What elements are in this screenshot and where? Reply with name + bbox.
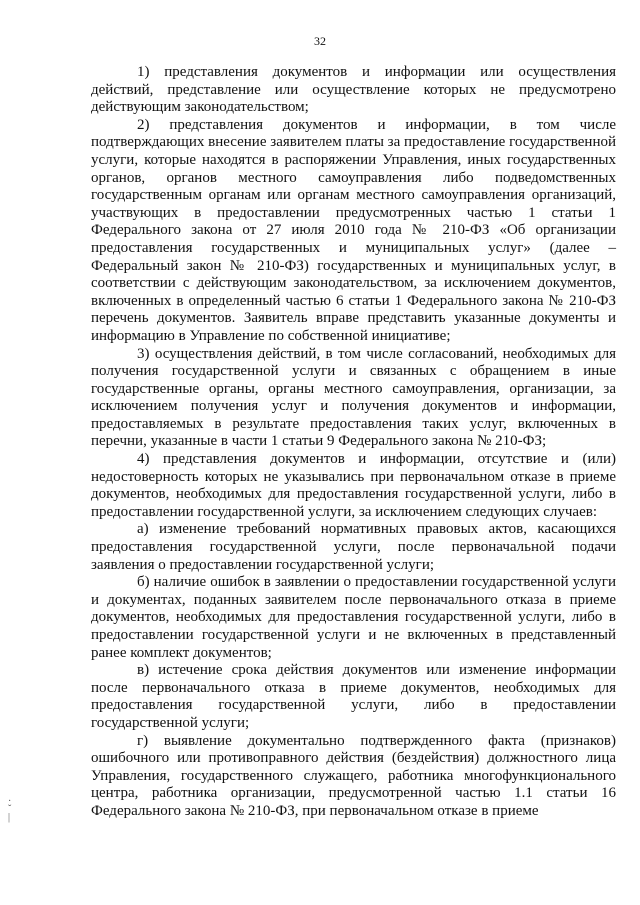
paragraph-subitem-b: б) наличие ошибок в заявлении о предоставлении государственной услуги и документах, поданных заявителем после первоначального отказа в приеме документов, необходимых для предоставления государственной услуги, либо в предоставлении государственной услуги и не включенных в представленный ранее комплект документов; [91, 574, 616, 661]
paragraph-item-4: 4) представления документов и информации, отсутствие и (или) недостоверность которых не указывались при первоначальном отказе в приеме документов, необходимых для предоставления государственной услуги, либо в предоставлении государственной услуги, за исключением следующих случаев: [91, 451, 616, 520]
paragraph-item-2: 2) представления документов и информации, в том числе подтверждающих внесение заявителем платы за предоставление государственной услуги, которые находятся в распоряжении Управления, иных государственных органов, органов местного самоуправления либо подведомственных государственным органам или органам местного самоуправления организаций, участвующих в предоставлении предусмотренных частью 1 статьи 1 Федерального закона от 27 июля 2010 года № 210-ФЗ «Об организации предоставления государственных и муниципальных услуг» (далее – Федеральный закон № 210-ФЗ) государственных и муниципальных услуг, в соответствии с действующим законодательством, за исключением документов, включенных в определенный частью 6 статьи 1 Федерального закона № 210-ФЗ перечень документов. Заявитель вправе представить указанные документы и информацию в Управление по собственной инициативе; [91, 116, 616, 344]
page-number: 32 [314, 34, 326, 48]
paragraph-item-1: 1) представления документов и информации или осуществления действий, представление или осуществление которых не предусмотрено действующим законодательством; [91, 64, 616, 116]
document-body [91, 64, 616, 821]
paragraph-item-3: 3) осуществления действий, в том числе согласований, необходимых для получения государственной услуги и связанных с обращением в иные государственные органы, органы местного самоуправления, организации, за исключением получения услуг и получения документов и информации, предоставляемых в результате предоставления таких услуг, включенных в перечни, указанные в части 1 статьи 9 Федерального закона № 210-ФЗ; [91, 345, 616, 450]
paragraph-subitem-a: а) изменение требований нормативных правовых актов, касающихся предоставления государственной услуги, после первоначальной подачи заявления о предоставлении государственной услуги; [91, 521, 616, 573]
scan-margin-mark: · ˇ | [8, 796, 12, 823]
paragraph-subitem-g: г) выявление документально подтвержденного факта (признаков) ошибочного или противоправного действия (бездействия) должностного лица Управления, государственного служащего, работника многофункционального центра, работника организации, предусмотренной частью 1.1 статьи 16 Федерального закона № 210-ФЗ, при первоначальном отказе в приеме [91, 732, 616, 819]
paragraph-subitem-v: в) истечение срока действия документов или изменение информации после первоначального отказа в приеме документов, необходимых для предоставления государственной услуги, либо в предоставлении государственной услуги; [91, 662, 616, 731]
